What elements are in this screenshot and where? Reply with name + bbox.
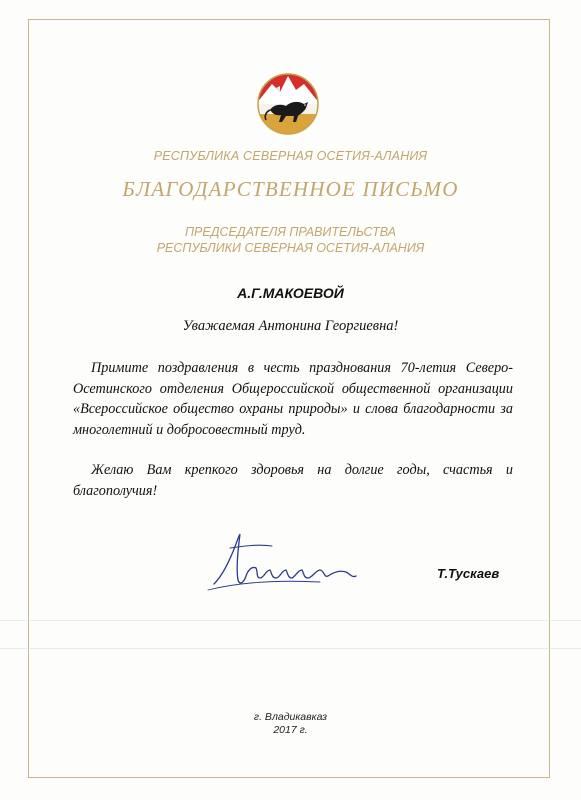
issue-year: 2017 г.: [273, 724, 308, 736]
signer-name: Т.Тускаев: [437, 566, 500, 581]
scan-artifact-line: [0, 620, 581, 621]
republic-name: РЕСПУБЛИКА СЕВЕРНАЯ ОСЕТИЯ-АЛАНИЯ: [153, 149, 428, 163]
salutation: Уважаемая Антонина Георгиевна!: [182, 318, 399, 334]
signature-icon: [200, 520, 375, 600]
issuer-line: РЕСПУБЛИКИ СЕВЕРНАЯ ОСЕТИЯ-АЛАНИЯ: [156, 241, 425, 255]
issuer-line: ПРЕДСЕДАТЕЛЯ ПРАВИТЕЛЬСТВА: [185, 225, 396, 239]
coat-of-arms-icon: [246, 64, 330, 136]
scan-artifact-line: [0, 648, 581, 649]
issuer-block: [0, 224, 581, 256]
issue-city: г. Владикавказ: [253, 711, 328, 723]
letter-paragraph: Примите поздравления в честь празднования 70-летия Северо-Осетинского отделения Общероссийской общественной организации «Всероссийское общество охраны природы» и слова благодарности за многолетний и добросовестный труд.: [73, 360, 513, 438]
letter-paragraph: Желаю Вам крепкого здоровья на долгие годы, счастья и благополучия!: [73, 462, 513, 499]
recipient-name: А.Г.МАКОЕВОЙ: [237, 285, 344, 301]
document-title: БЛАГОДАРСТВЕННОЕ ПИСЬМО: [122, 177, 459, 201]
